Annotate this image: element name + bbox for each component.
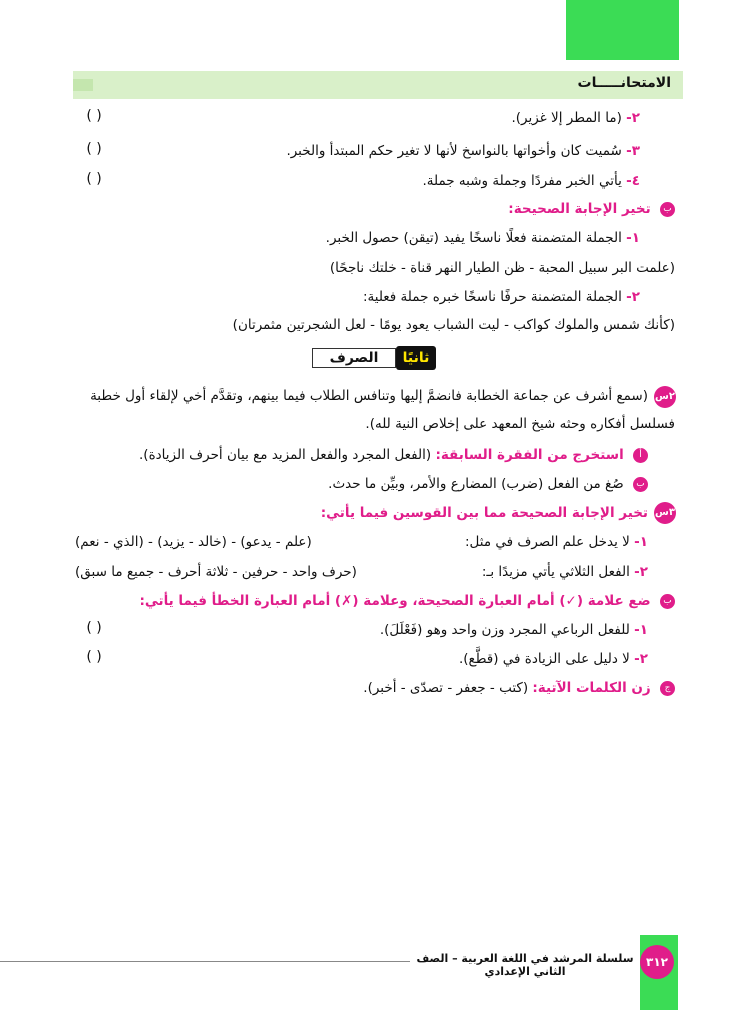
q3-item-2: ٢- الفعل الثلاثي يأتي مزيدًا بـ: [481, 564, 648, 580]
mark-item-2: ٢- لا دليل على الزيادة في (قطَّع). [458, 651, 648, 667]
q3-item-1: ١- لا يدخل علم الصرف في مثل: [464, 534, 648, 550]
top-tab [566, 0, 679, 60]
page-title: الامتحانـــــات [577, 75, 671, 91]
footer-divider [0, 961, 410, 962]
header-bar [73, 71, 683, 99]
tf-item-4: ٤- يأتي الخبر مفردًا وجملة وشبه جملة. [422, 173, 640, 189]
tf-item-3: ٣- سُميت كان وأخواتها بالنواسخ لأنها لا تغير حكم المبتدأ والخبر. [286, 143, 640, 159]
answer-paren[interactable]: ( ) [86, 108, 102, 124]
bullet-icon: ج [660, 681, 675, 696]
q3-item-2-options: (حرف واحد - حرفين - ثلاثة أحرف - جميع ما سبق) [75, 564, 357, 580]
answer-paren[interactable]: ( ) [86, 171, 102, 187]
weigh-question: ج زن الكلمات الآتية: (كتب - جعفر - تصدّى - أخبر). [363, 678, 675, 698]
bullet-icon: ب [660, 594, 675, 609]
bullet-icon: أ [633, 448, 648, 463]
choose-q1: ١- الجملة المتضمنة فعلًا ناسخًا يفيد (تيقن) حصول الخبر. [325, 230, 640, 246]
q3-item-1-options: (علم - يدعو) - (خالد - يزيد) - (الذي - نعم) [75, 534, 312, 550]
footer-series-title: سلسلة المرشد في اللغة العربية – الصف الثاني الإعدادي [416, 952, 634, 978]
q2-part-a: أ استخرج من الفقرة السابقة: (الفعل المجرد والفعل المزيد مع بيان أحرف الزيادة). [139, 445, 648, 465]
choose-heading: ب تخير الإجابة الصحيحة: [508, 199, 675, 219]
passage-line-2: فسلسل أفكاره وحثه شيخ المعهد على إخلاص النية لله). [365, 416, 675, 432]
mark-item-1: ١- للفعل الرباعي المجرد وزن واحد وهو (فَعْلَلَ). [379, 622, 648, 638]
q3-heading: تخير الإجابة الصحيحة مما بين القوسين فيما يأتي: [320, 505, 648, 521]
tf-item-2: ٢- (ما المطر إلا غزير). [511, 110, 640, 126]
answer-paren[interactable]: ( ) [86, 649, 102, 665]
page-number: ٣١٢ [640, 945, 674, 979]
section-title: الصرف [312, 348, 396, 368]
mark-heading: ب ضع علامة (✓) أمام العبارة الصحيحة، وعلامة (✗) أمام العبارة الخطأ فيما يأتي: [139, 591, 675, 611]
choose-q2-options: (كأنك شمس والملوك كواكب - ليت الشباب يعود يومًا - لعل الشجرتين مثمرتان) [232, 317, 675, 333]
header-stripe [73, 79, 93, 91]
bullet-icon: ب [633, 477, 648, 492]
bullet-icon: ب [660, 202, 675, 217]
section-heading [312, 346, 438, 370]
question-number-badge: ٣س [654, 502, 676, 524]
choose-q1-options: (علمت البر سبيل المحبة - ظن الطيار النهر قناة - خلتك ناجحًا) [329, 260, 675, 276]
section-badge: ثانيًا [396, 346, 436, 370]
answer-paren[interactable]: ( ) [86, 620, 102, 636]
choose-q2: ٢- الجملة المتضمنة حرفًا ناسخًا خبره جملة فعلية: [362, 289, 640, 305]
question-number-badge: ٢س [654, 386, 676, 408]
answer-paren[interactable]: ( ) [86, 141, 102, 157]
q2-part-b: ب صُغ من الفعل (ضرب) المضارع والأمر، وبيِّن ما حدث. [328, 474, 648, 494]
passage-line-1: (سمع أشرف عن جماعة الخطابة فانضمَّ إليها وتنافس الطلاب فيما بينهم، وتقدَّم أخي لإلقاء أول خطبة [90, 388, 648, 404]
